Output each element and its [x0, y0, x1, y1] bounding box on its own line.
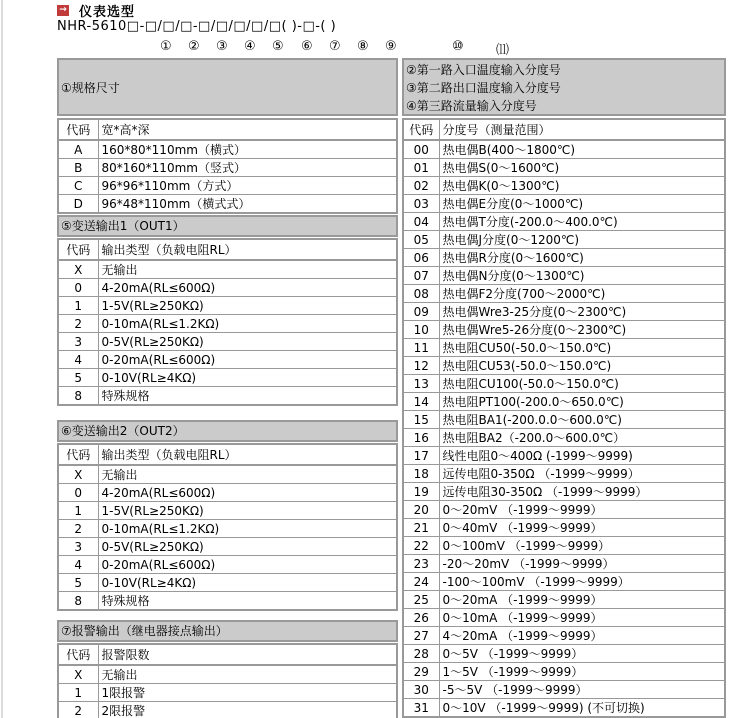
table-row	[403, 195, 725, 213]
input-channel-notes	[402, 58, 726, 116]
code-cell: 0	[58, 279, 98, 297]
code-cell: 5	[58, 369, 98, 387]
desc-cell: 热电阻CU50(-50.0～150.0℃)	[439, 339, 725, 357]
code-cell: 24	[403, 573, 439, 591]
column-header-alarm-limits: 报警限数	[98, 644, 397, 665]
desc-cell: 热电偶Wre3-25分度(0～2300℃)	[439, 303, 725, 321]
code-cell: 23	[403, 555, 439, 573]
code-cell: 8	[58, 592, 98, 611]
desc-cell: 0～10V （-1999～9999) (不可切换)	[439, 699, 725, 718]
desc-cell: 0-10mA(RL≤1.2KΩ)	[98, 315, 397, 333]
table-row	[58, 140, 397, 159]
input-note-line: ④第三路流量输入分度号	[406, 99, 537, 113]
desc-cell: 远传电阻0-350Ω （-1999～9999）	[439, 465, 725, 483]
table-row	[58, 195, 397, 214]
desc-cell: 1限报警	[98, 684, 397, 702]
code-cell: 2	[58, 315, 98, 333]
desc-cell: 热电偶J分度(0～1200℃)	[439, 231, 725, 249]
code-cell: 14	[403, 393, 439, 411]
table-row	[403, 429, 725, 447]
column-header-output-type: 输出类型（负载电阻RL）	[98, 444, 397, 465]
table-header-row	[58, 239, 397, 260]
column-header-size: 宽*高*深	[98, 119, 397, 140]
table-row	[403, 645, 725, 663]
table-row	[58, 592, 397, 611]
desc-cell: 0-5V(RL≥250KΩ)	[98, 538, 397, 556]
table-row	[403, 609, 725, 627]
code-cell: 13	[403, 375, 439, 393]
column-header-code: 代码	[58, 239, 98, 260]
code-cell: C	[58, 177, 98, 195]
position-marker: ③	[216, 39, 228, 54]
desc-cell: 热电偶T分度(-200.0～400.0℃)	[439, 213, 725, 231]
code-cell: 3	[58, 333, 98, 351]
position-marker: ⑧	[357, 39, 369, 54]
table-row	[58, 159, 397, 177]
code-cell: 25	[403, 591, 439, 609]
table-row	[58, 333, 397, 351]
desc-cell: 0～20mA （-1999～9999）	[439, 591, 725, 609]
table-row	[58, 502, 397, 520]
table-row	[403, 393, 725, 411]
position-marker: ④	[244, 39, 256, 54]
code-cell: 3	[58, 538, 98, 556]
desc-cell: 0-20mA(RL≤600Ω)	[98, 556, 397, 574]
code-cell: 06	[403, 249, 439, 267]
column-header-code: 代码	[403, 119, 439, 140]
position-marker: ⑨	[385, 39, 397, 54]
code-cell: 27	[403, 627, 439, 645]
code-cell: 22	[403, 537, 439, 555]
desc-cell: 160*80*110mm（横式）	[98, 140, 397, 159]
page-title: 仪表选型	[79, 4, 136, 20]
code-cell: X	[58, 665, 98, 684]
desc-cell: 96*48*110mm（横式式）	[98, 195, 397, 214]
desc-cell: 线性电阻0～400Ω (-1999～9999)	[439, 447, 725, 465]
desc-cell: 0-5V(RL≥250KΩ)	[98, 333, 397, 351]
desc-cell: 0～100mV （-1999～9999）	[439, 537, 725, 555]
code-cell: 05	[403, 231, 439, 249]
desc-cell: 无输出	[98, 665, 397, 684]
position-marker: ⑥	[301, 39, 313, 54]
table-row	[58, 465, 397, 484]
desc-cell: -5～5V （-1999～9999）	[439, 681, 725, 699]
spec-size-section-title	[57, 58, 398, 116]
desc-cell: 0～40mV （-1999～9999）	[439, 519, 725, 537]
page-header	[57, 3, 136, 20]
desc-cell: -20～20mV （-1999～9999）	[439, 555, 725, 573]
table-row	[403, 447, 725, 465]
table-row	[58, 177, 397, 195]
desc-cell: 热电阻CU53(-50.0～150.0℃)	[439, 357, 725, 375]
desc-cell: 0～20mV （-1999～9999）	[439, 501, 725, 519]
code-cell: 1	[58, 502, 98, 520]
code-cell: X	[58, 465, 98, 484]
desc-cell: 热电阻PT100(-200.0～650.0℃)	[439, 393, 725, 411]
table-row	[58, 520, 397, 538]
code-cell: 08	[403, 285, 439, 303]
code-cell: 15	[403, 411, 439, 429]
desc-cell: 热电阻BA1(-200.0.0～600.0℃)	[439, 411, 725, 429]
desc-cell: 无输出	[98, 465, 397, 484]
position-markers-row	[0, 39, 744, 58]
out1-section-title: ⑤变送输出1（OUT1）	[57, 215, 398, 237]
table-row	[403, 357, 725, 375]
code-cell: 31	[403, 699, 439, 718]
position-marker: ⑩	[452, 39, 464, 54]
table-row	[403, 339, 725, 357]
table-row	[403, 681, 725, 699]
position-marker: ①	[160, 39, 172, 54]
table-row	[403, 267, 725, 285]
desc-cell: -100～100mV （-1999～9999）	[439, 573, 725, 591]
table-row	[58, 538, 397, 556]
code-cell: A	[58, 140, 98, 159]
red-arrow-bullet-icon: →	[57, 5, 69, 16]
window-edge-line	[1, 0, 3, 718]
table-row	[58, 387, 397, 406]
desc-cell: 热电偶E分度(0～1000℃)	[439, 195, 725, 213]
code-cell: 04	[403, 213, 439, 231]
desc-cell: 远传电阻30-350Ω （-1999～9999）	[439, 483, 725, 501]
position-marker: ⑦	[329, 39, 341, 54]
code-cell: 5	[58, 574, 98, 592]
table-row	[403, 699, 725, 718]
table-row	[403, 321, 725, 339]
spec-size-table	[57, 118, 398, 214]
code-cell: 30	[403, 681, 439, 699]
code-cell: 07	[403, 267, 439, 285]
out1-table	[57, 238, 398, 406]
table-row	[403, 519, 725, 537]
desc-cell: 4-20mA(RL≤600Ω)	[98, 279, 397, 297]
desc-cell: 热电阻BA2（-200.0～600.0℃）	[439, 429, 725, 447]
alarm-table	[57, 643, 398, 718]
table-row	[58, 297, 397, 315]
table-row	[403, 483, 725, 501]
desc-cell: 96*96*110mm（方式）	[98, 177, 397, 195]
spec-size-title-label: ①规格尺寸	[61, 80, 120, 95]
column-header-code: 代码	[58, 644, 98, 665]
code-cell: 8	[58, 387, 98, 406]
out2-section-title: ⑥变送输出2（OUT2）	[57, 420, 398, 442]
code-cell: 10	[403, 321, 439, 339]
desc-cell: 热电阻CU100(-50.0～150.0℃)	[439, 375, 725, 393]
desc-cell: 4-20mA(RL≤600Ω)	[98, 484, 397, 502]
code-cell: 4	[58, 556, 98, 574]
table-row	[58, 684, 397, 702]
table-row	[58, 574, 397, 592]
table-row	[403, 411, 725, 429]
desc-cell: 无输出	[98, 260, 397, 279]
column-header-code: 代码	[58, 444, 98, 465]
desc-cell: 热电偶S(0～1600℃)	[439, 159, 725, 177]
table-row	[403, 249, 725, 267]
table-row	[58, 702, 397, 718]
table-row	[403, 663, 725, 681]
column-header-code: 代码	[58, 119, 98, 140]
code-cell: 29	[403, 663, 439, 681]
code-cell: 28	[403, 645, 439, 663]
desc-cell: 特殊规格	[98, 592, 397, 611]
input-note-line: ②第一路入口温度输入分度号	[406, 63, 561, 77]
graduation-range-table	[402, 118, 726, 718]
input-note-line: ③第二路出口温度输入分度号	[406, 81, 561, 95]
table-row	[403, 285, 725, 303]
desc-cell: 0～5V （-1999～9999）	[439, 645, 725, 663]
table-row	[58, 556, 397, 574]
code-cell: 03	[403, 195, 439, 213]
desc-cell: 1～5V （-1999～9999）	[439, 663, 725, 681]
desc-cell: 热电偶R分度(0～1600℃)	[439, 249, 725, 267]
desc-cell: 0-20mA(RL≤600Ω)	[98, 351, 397, 369]
desc-cell: 热电偶N分度(0～1300℃)	[439, 267, 725, 285]
position-marker: ②	[188, 39, 200, 54]
table-row	[58, 665, 397, 684]
desc-cell: 80*160*110mm（竖式）	[98, 159, 397, 177]
table-header-row	[58, 119, 397, 140]
table-row	[403, 555, 725, 573]
desc-cell: 热电偶K(0～1300℃)	[439, 177, 725, 195]
code-cell: B	[58, 159, 98, 177]
code-cell: D	[58, 195, 98, 214]
table-row	[58, 369, 397, 387]
column-header-graduation-range: 分度号（测量范围）	[439, 119, 725, 140]
code-cell: 09	[403, 303, 439, 321]
table-row	[58, 279, 397, 297]
table-header-row	[403, 119, 725, 140]
code-cell: 17	[403, 447, 439, 465]
desc-cell: 4～20mA （-1999～9999）	[439, 627, 725, 645]
code-cell: 19	[403, 483, 439, 501]
table-row	[403, 627, 725, 645]
code-cell: 1	[58, 684, 98, 702]
table-row	[403, 213, 725, 231]
table-row	[403, 375, 725, 393]
code-cell: 01	[403, 159, 439, 177]
model-code-template: NHR-5610□-□/□/□-□/□/□/□/□( )-□-( )	[57, 19, 337, 34]
table-header-row	[58, 444, 397, 465]
code-cell: 20	[403, 501, 439, 519]
table-row	[58, 351, 397, 369]
desc-cell: 热电偶F2分度(700～2000℃)	[439, 285, 725, 303]
desc-cell: 1-5V(RL≥250KΩ)	[98, 297, 397, 315]
alarm-section-title: ⑦报警输出（继电器接点输出）	[57, 620, 398, 642]
code-cell: 02	[403, 177, 439, 195]
code-cell: 4	[58, 351, 98, 369]
out2-table	[57, 443, 398, 611]
table-header-row	[58, 644, 397, 665]
desc-cell: 0-10V(RL≥4KΩ)	[98, 574, 397, 592]
table-row	[403, 303, 725, 321]
table-row	[403, 159, 725, 177]
table-row	[403, 177, 725, 195]
code-cell: 0	[58, 484, 98, 502]
desc-cell: 0-10mA(RL≤1.2KΩ)	[98, 520, 397, 538]
position-marker: ⑾	[496, 43, 510, 58]
position-marker: ⑤	[272, 39, 284, 54]
desc-cell: 2限报警	[98, 702, 397, 718]
desc-cell: 1-5V(RL≥250KΩ)	[98, 502, 397, 520]
code-cell: 26	[403, 609, 439, 627]
code-cell: 12	[403, 357, 439, 375]
desc-cell: 特殊规格	[98, 387, 397, 406]
table-row	[58, 260, 397, 279]
table-row	[403, 140, 725, 159]
code-cell: 18	[403, 465, 439, 483]
table-row	[403, 591, 725, 609]
code-cell: 16	[403, 429, 439, 447]
code-cell: 2	[58, 520, 98, 538]
code-cell: 2	[58, 702, 98, 718]
code-cell: 21	[403, 519, 439, 537]
code-cell: 00	[403, 140, 439, 159]
table-row	[403, 501, 725, 519]
desc-cell: 热电偶B(400～1800℃)	[439, 140, 725, 159]
desc-cell: 0-10V(RL≥4KΩ)	[98, 369, 397, 387]
table-row	[403, 573, 725, 591]
table-row	[403, 537, 725, 555]
table-row	[58, 315, 397, 333]
column-header-output-type: 输出类型（负载电阻RL）	[98, 239, 397, 260]
table-row	[403, 231, 725, 249]
table-row	[403, 465, 725, 483]
code-cell: 1	[58, 297, 98, 315]
desc-cell: 0～10mA （-1999～9999）	[439, 609, 725, 627]
code-cell: X	[58, 260, 98, 279]
desc-cell: 热电偶Wre5-26分度(0～2300℃)	[439, 321, 725, 339]
code-cell: 11	[403, 339, 439, 357]
table-row	[58, 484, 397, 502]
